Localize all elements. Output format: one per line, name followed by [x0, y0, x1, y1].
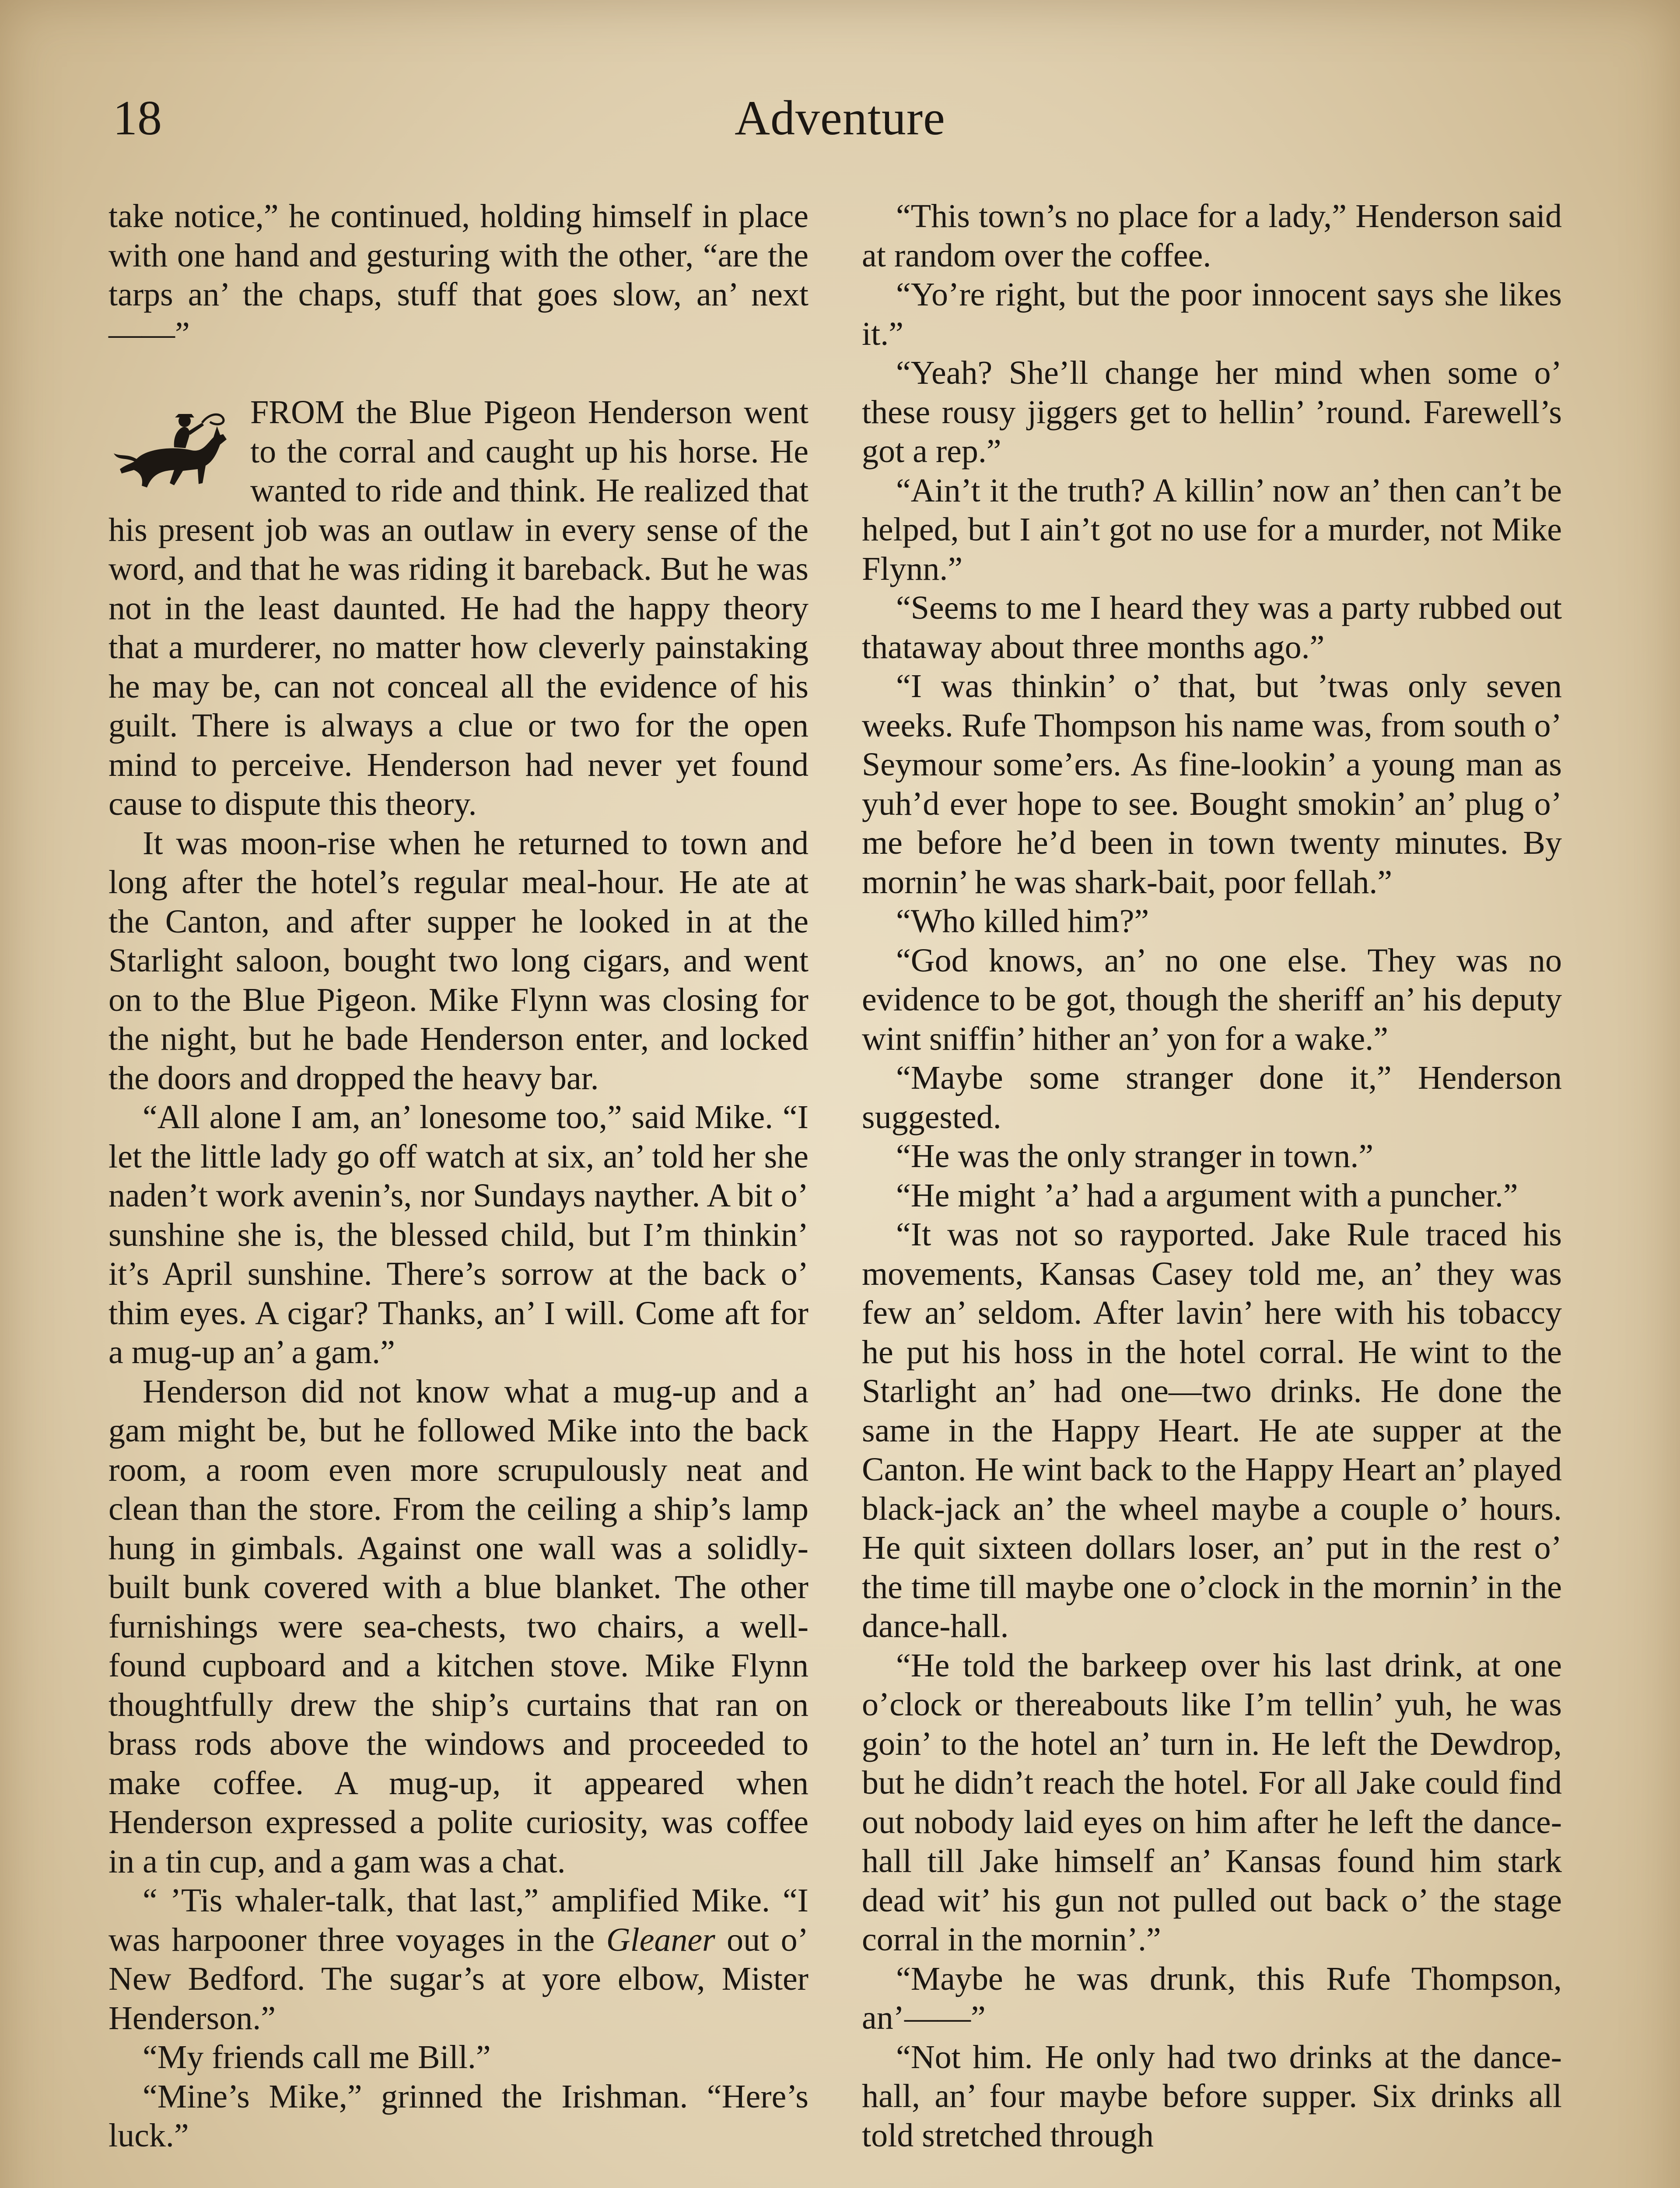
- ship-name: Gleaner: [606, 1921, 715, 1958]
- section-start-paragraph: [108, 393, 808, 824]
- paragraph: “This town’s no place for a lady,” Henderson said at random over the coffee.: [862, 198, 1562, 274]
- paragraph: “He was the only stranger in town.”: [896, 1138, 1374, 1175]
- cowboy-on-horse-icon: [108, 396, 235, 509]
- paragraph: Henderson did not know what a mug-up and a gam might be, but he followed Mike into the back room, a room even more scrupulously neat and clean than the store. From the ceiling a ship’s lamp hung in gimbals. Against one wall was a solidly-built bunk covered with a blue blanket. The other furnishings were sea-chests, two chairs, a well-found cupboard and a kitchen stove. Mike Flynn thoughtfully drew the ship’s curtains that ran on brass rods above the windows and proceeded to make coffee. A mug-up, it appeared when Henderson expressed a polite curiosity, was coffee in a tin cup, and a gam was a chat.: [108, 1373, 808, 1880]
- paragraph: “Mine’s Mike,” grinned the Irishman. “Here’s luck.”: [108, 2078, 808, 2154]
- paragraph-text: out o’ New Bedford. The sugar’s at yore elbow, Mister Henderson.”: [108, 1921, 808, 2037]
- paragraph: “He might ’a’ had a argument with a puncher.”: [896, 1177, 1518, 1214]
- right-column: [862, 197, 1562, 2155]
- paragraph: take notice,” he continued, holding himself in place with one hand and gesturing with the other, “are the tarps an’ the chaps, stuff that goes slow, an’ next——”: [108, 198, 808, 352]
- page-number: 18: [113, 91, 162, 145]
- paragraph: “God knows, an’ no one else. They was no evidence to be got, though the sheriff an’ his deputy wint sniffin’ hither an’ yon for a wake.”: [862, 942, 1562, 1057]
- paragraph: “Ain’t it the truth? A killin’ now an’ then can’t be helped, but I ain’t got no use for a murder, not Mike Flynn.”: [862, 472, 1562, 587]
- page-header: [0, 83, 1680, 153]
- paragraph: “Yeah? She’ll change her mind when some o’ these rousy jiggers get to hellin’ ’round. Farewell’s got a rep.”: [862, 354, 1562, 470]
- paragraph: “Yo’re right, but the poor innocent says she likes it.”: [862, 276, 1562, 352]
- paragraph: “It was not so rayported. Jake Rule traced his movements, Kansas Casey told me, an’ they was few an’ seldom. After lavin’ here with his tobaccy he put his hoss in the hotel corral. He wint to the Starlight an’ had one—two drinks. He done the same in the Happy Heart. He ate supper at the Canton. He wint back to the Happy Heart an’ played black-jack an’ the wheel maybe a couple o’ hours. He quit sixteen dollars loser, an’ put in the rest o’ the time till maybe one o’clock in the mornin’ in the dance-hall.: [862, 1216, 1562, 1645]
- paragraph: “My friends call me Bill.”: [143, 2039, 491, 2076]
- paragraph-text: FROM the Blue Pigeon Henderson went to the corral and caught up his horse. He wanted to ride and think. He realized that his present job was an outlaw in every sense of the word, and that he was riding it bareback. But he was not in the least daunted. He had the happy theory that a murderer, no matter how cleverly painstaking he may be, can not conceal all the evidence of his guilt. There is always a clue or two for the open mind to perceive. Henderson had never yet found cause to dispute this theory.: [108, 394, 808, 822]
- paragraph: “Maybe he was drunk, this Rufe Thompson, an’——”: [862, 1960, 1562, 2036]
- paragraph: “Who killed him?”: [896, 903, 1149, 940]
- paragraph: “Maybe some stranger done it,” Henderson suggested.: [862, 1059, 1562, 1136]
- paragraph: [108, 1881, 808, 2038]
- paragraph: “I was thinkin’ o’ that, but ’twas only seven weeks. Rufe Thompson his name was, from south o’ Seymour some’ers. As fine-lookin’ a young man as yuh’d ever hope to see. Bought smokin’ an’ plug o’ me before he’d been in town twenty minutes. By mornin’ he was shark-bait, poor fellah.”: [862, 668, 1562, 901]
- paragraph-text: “ ’Tis whaler-talk, that last,” amplified Mike. “I was harpooner three voyages in the: [108, 1882, 808, 1958]
- left-column: [108, 197, 808, 2156]
- paragraph: “Not him. He only had two drinks at the dance-hall, an’ four maybe before supper. Six drinks all told stretched through: [862, 2038, 1562, 2154]
- paragraph: “All alone I am, an’ lonesome too,” said Mike. “I let the little lady go off watch at six, an’ told her she naden’t work avenin’s, nor Sundays nayther. A bit o’ sunshine she is, the blessed child, but I’m thinkin’ it’s April sunshine. There’s sorrow at the back o’ thim eyes. A cigar? Thanks, an’ I will. Come aft for a mug-up an’ a gam.”: [108, 1099, 808, 1371]
- paragraph: It was moon-rise when he returned to town and long after the hotel’s regular meal-hour. He ate at the Canton, and after supper he looked in at the Starlight saloon, bought two long cigars, and went on to the Blue Pigeon. Mike Flynn was closing for the night, but he bade Henderson enter, and locked the doors and dropped the heavy bar.: [108, 824, 808, 1097]
- running-title: Adventure: [735, 91, 945, 145]
- paragraph: “He told the barkeep over his last drink, at one o’clock or thereabouts like I’m tellin’ yuh, he was goin’ to the hotel an’ turn in. He left the Dewdrop, but he didn’t reach the hotel. For all Jake could find out nobody laid eyes on him after he left the dance-hall till Jake himself an’ Kansas found him stark dead wit’ his gun not pulled out back o’ the stage corral in the mornin’.”: [862, 1647, 1562, 1958]
- paragraph: “Seems to me I heard they was a party rubbed out thataway about three months ago.”: [862, 589, 1562, 666]
